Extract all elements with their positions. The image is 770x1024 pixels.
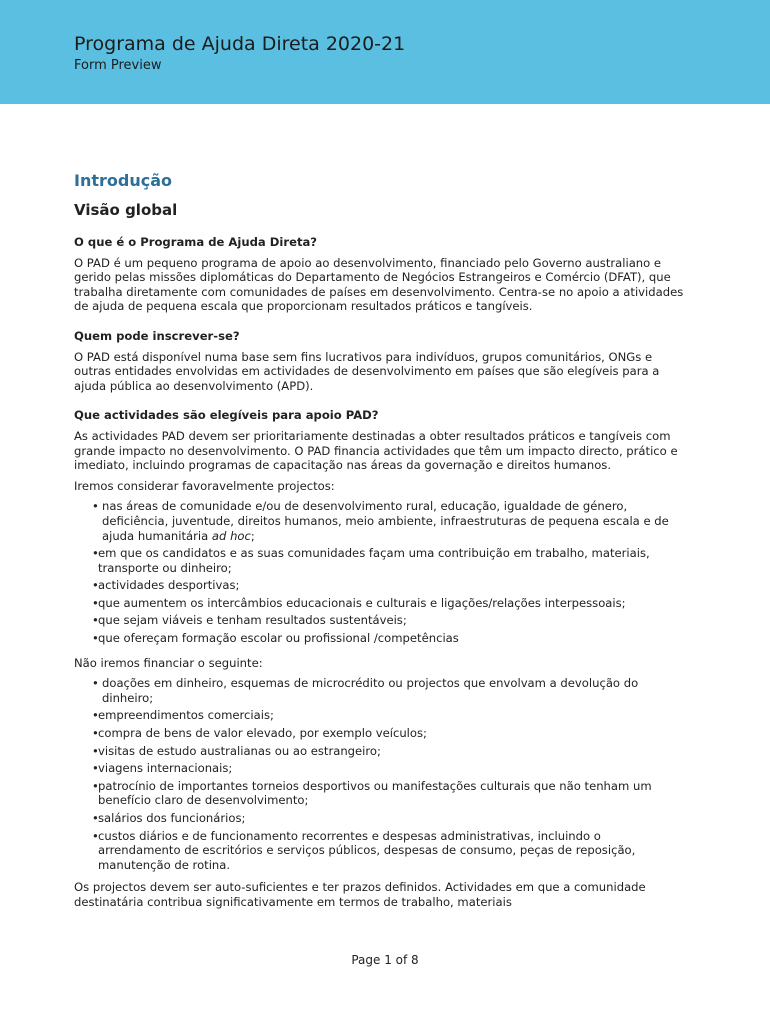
eligible-projects-list [74, 499, 684, 645]
document-content [74, 171, 684, 916]
list-item: • compra de bens de valor elevado, por exemplo veículos; [92, 726, 427, 741]
list-item: • que aumentem os intercâmbios educacionais e culturais e ligações/relações interpessoais; [92, 595, 626, 610]
paragraph: O PAD está disponível numa base sem fins lucrativos para indivíduos, grupos comunitários, ONGs e outras entidades envolvidas em actividades de desenvolvimento em países que são elegíveis para a ajuda pública ao desenvolvimento (APD). [74, 349, 660, 393]
list-item: • em que os candidatos e as suas comunidades façam uma contribuição em trabalho, materiais, transporte ou dinheiro; [92, 546, 650, 575]
bullet-icon: • [92, 676, 99, 691]
list-item: • que ofereçam formação escolar ou profissional /competências [92, 631, 459, 646]
section-title: Introdução [74, 171, 172, 190]
bullet-icon: • [92, 828, 99, 843]
bullet-icon: • [92, 578, 99, 593]
bullet-icon: • [92, 595, 99, 610]
question-heading: Quem pode inscrever-se? [74, 328, 240, 343]
bullet-icon: • [92, 811, 99, 825]
bullet-icon: • [92, 726, 99, 741]
bullet-icon: • [92, 761, 99, 776]
list-item: • visitas de estudo australianas ou ao estrangeiro; [92, 743, 381, 758]
list-item: • viagens internacionais; [92, 761, 233, 776]
subsection-title: Visão global [74, 201, 178, 219]
paragraph: As actividades PAD devem ser prioritariamente destinadas a obter resultados práticos e tangíveis com grande impacto no desenvolvimento. O PAD financia actividades que têm um impacto directo, prático e imediato, incluindo programas de capacitação nas áreas da governação e direitos humanos. [74, 428, 678, 473]
paragraph: Não iremos financiar o seguinte: [74, 655, 263, 670]
bullet-icon: • [92, 546, 99, 561]
paragraph: Iremos considerar favoravelmente projectos: [74, 478, 335, 493]
list-item: • patrocínio de importantes torneios desportivos ou manifestações culturais que não tenham um benefício claro de desenvolvimento; [92, 778, 652, 808]
bullet-icon: • [92, 708, 99, 723]
list-item: • salários dos funcionários; [92, 811, 246, 825]
form-title: Programa de Ajuda Direta 2020-21 [74, 33, 406, 55]
bullet-icon: • [92, 778, 99, 793]
bullet-icon: • [92, 631, 99, 646]
page-header [0, 0, 770, 104]
page-number: Page 1 of 8 [351, 953, 419, 967]
question-heading: Que actividades são elegíveis para apoio PAD? [74, 408, 379, 423]
list-item: • custos diários e de funcionamento recorrentes e despesas administrativas, incluindo o arrendamento de escritórios e serviços públicos, despesas de consumo, peças de reposição, manutenção de rotina. [92, 828, 636, 872]
form-subtitle: Form Preview [74, 58, 162, 73]
question-heading: O que é o Programa de Ajuda Direta? [74, 235, 318, 249]
paragraph: Os projectos devem ser auto-suficientes e ter prazos definidos. Actividades em que a comunidade destinatária contribua significativamente em termos de trabalho, materiais [74, 880, 646, 909]
bullet-icon: • [92, 743, 99, 758]
bullet-icon: • [92, 613, 99, 628]
paragraph: O PAD é um pequeno programa de apoio ao desenvolvimento, financiado pelo Governo australiano e gerido pelas missões diplomáticas do Departamento de Negócios Estrangeiros e Comércio (DFAT), que trabalha diretamente com comunidades de países em desenvolvimento. Centra-se no apoio a atividades de ajuda de pequena escala que proporcionam resultados práticos e tangíveis. [74, 255, 684, 314]
excluded-items-list [74, 676, 684, 872]
bullet-icon: • [92, 499, 99, 514]
list-item: • doações em dinheiro, esquemas de microcrédito ou projectos que envolvam a devolução do dinheiro; [92, 676, 639, 705]
list-item: • empreendimentos comerciais; [92, 708, 274, 723]
list-item: • actividades desportivas; [92, 578, 240, 593]
list-item: • nas áreas de comunidade e/ou de desenvolvimento rural, educação, igualdade de género, deficiência, juventude, direitos humanos, meio ambiente, infraestruturas de pequena escala e de ajuda humanitária ad hoc; [92, 499, 669, 543]
list-item: • que sejam viáveis e tenham resultados sustentáveis; [92, 613, 407, 628]
